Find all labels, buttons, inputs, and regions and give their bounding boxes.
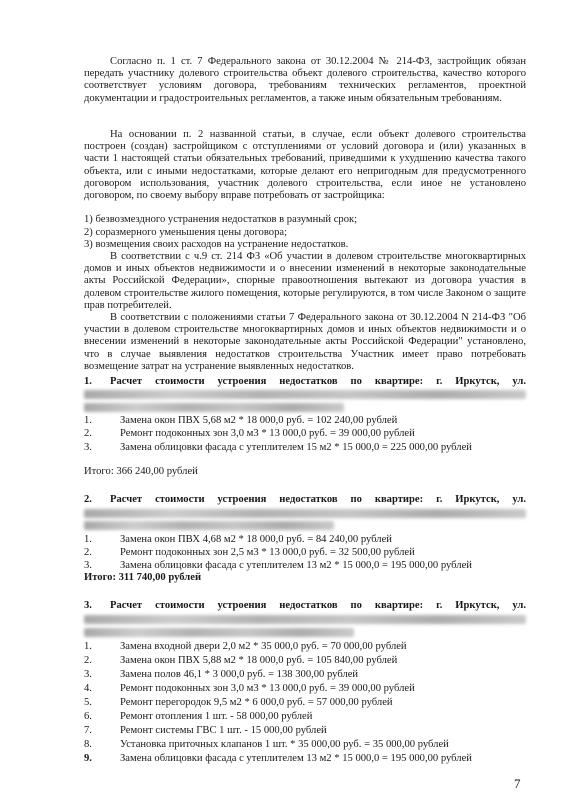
list-item: 7. Ремонт системы ГВС 1 шт. - 15 000,00 рублей — [84, 725, 327, 736]
redacted-address — [84, 615, 526, 624]
remedy-item-2: 2) соразмерного уменьшения цены договора; — [84, 227, 288, 238]
paragraph-obligation: Согласно п. 1 ст. 7 Федерального закона от 30.12.2004 № 214-ФЗ, застройщик обязан передать участнику долевого строительства объект долевого строительства, качество которого соответствует условиям договора, требованиям технических регламентов, проектной документации и градостроительных регламентов, а также иным обязательным требованиям. — [84, 56, 526, 104]
redacted-address — [84, 521, 334, 530]
paragraph-consumer-law: В соответствии с ч.9 ст. 214 ФЗ «Об участии в долевом строительстве многоквартирных домов и иных объектов недвижимости и о внесении изменений в некоторые законодательные акты Российской Федерации», спорные правоотношения вытекают из договора участия в долевом строительстве жилого помещения, которые регулируются, в том числе Законом о защите прав потребителей. — [84, 251, 526, 311]
section-3-title: Расчет стоимости устроения недостатков по квартире: г. Иркутск, ул. — [110, 600, 526, 611]
redacted-address — [84, 403, 344, 412]
list-item: 4. Ремонт подоконных зон 3,0 м3 * 13 000,0 руб. = 39 000,00 рублей — [84, 683, 415, 694]
section-1-total: Итого: 366 240,00 рублей — [84, 466, 198, 477]
list-item: 3. Замена облицовки фасада с утеплителем 13 м2 * 15 000,0 = 195 000,00 рублей — [84, 560, 472, 571]
section-3-number: 3. — [84, 600, 92, 611]
section-2-heading — [84, 494, 526, 506]
section-2-title: Расчет стоимости устроения недостатков по квартире: г. Иркутск, ул. — [110, 494, 526, 505]
list-item: 1. Замена входной двери 2,0 м2 * 35 000,0 руб. = 70 000,00 рублей — [84, 641, 407, 652]
list-item: 3. Замена облицовки фасада с утеплителем 15 м2 * 15 000,0 = 225 000,00 рублей — [84, 442, 472, 453]
redacted-address — [84, 390, 526, 399]
page-number: 7 — [514, 776, 521, 791]
redacted-address — [84, 628, 354, 637]
section-2-number: 2. — [84, 494, 92, 505]
section-3-heading — [84, 600, 526, 612]
section-1-number: 1. — [84, 376, 92, 387]
list-item: 1. Замена окон ПВХ 5,68 м2 * 18 000,0 руб. = 102 240,00 рублей — [84, 415, 398, 426]
paragraph-compensation: В соответствии с положениями статьи 7 Федерального закона от 30.12.2004 N 214-ФЗ "Об участии в долевом строительстве многоквартирных домов и иных объектов недвижимости и о внесении изменений в некоторые законодательные акты Российской Федерации" установлено, что в случае выявления недостатков строительства Участник имеет право потребовать возмещение затрат на устранение выявленных недостатков. — [84, 312, 526, 372]
section-1-title: Расчет стоимости устроения недостатков по квартире: г. Иркутск, ул. — [110, 376, 526, 387]
list-item: 1. Замена окон ПВХ 4,68 м2 * 18 000,0 руб. = 84 240,00 рублей — [84, 534, 392, 545]
list-item: 5. Ремонт перегородок 9,5 м2 * 6 000,0 руб. = 57 000,00 рублей — [84, 697, 393, 708]
remedy-item-1: 1) безвозмездного устранения недостатков в разумный срок; — [84, 214, 358, 225]
section-1-heading — [84, 376, 526, 388]
list-item: 2. Ремонт подоконных зон 3,0 м3 * 13 000,0 руб. = 39 000,00 рублей — [84, 428, 415, 439]
list-item: 2. Замена окон ПВХ 5,88 м2 * 18 000,0 руб. = 105 840,00 рублей — [84, 655, 398, 666]
list-item: 8. Установка приточных клапанов 1 шт. * 35 000,00 руб. = 35 000,00 рублей — [84, 739, 449, 750]
paragraph-defects: На основании п. 2 названной статьи, в случае, если объект долевого строительства построен (создан) застройщиком с отступлениями от условий договора и (или) указанных в части 1 настоящей статьи обязательных требований, приведшими к ухудшению качества такого объекта, или с иными недостатками, которые делают его непригодным для предусмотренного договором использования, участник долевого строительства, если иное не установлено договором, по своему выбору вправе потребовать от застройщика: — [84, 129, 526, 202]
section-2-total: Итого: 311 740,00 рублей — [84, 572, 202, 583]
list-item: 6. Ремонт отопления 1 шт. - 58 000,00 рублей — [84, 711, 313, 722]
list-item: 9. Замена облицовки фасада с утеплителем 13 м2 * 15 000,0 = 195 000,00 рублей — [84, 753, 472, 764]
remedy-item-3: 3) возмещения своих расходов на устранение недостатков. — [84, 239, 349, 250]
redacted-address — [84, 509, 526, 518]
list-item: 2. Ремонт подоконных зон 2,5 м3 * 13 000,0 руб. = 32 500,00 рублей — [84, 547, 415, 558]
list-item: 3. Замена полов 46,1 * 3 000,0 руб. = 138 300,00 рублей — [84, 669, 359, 680]
